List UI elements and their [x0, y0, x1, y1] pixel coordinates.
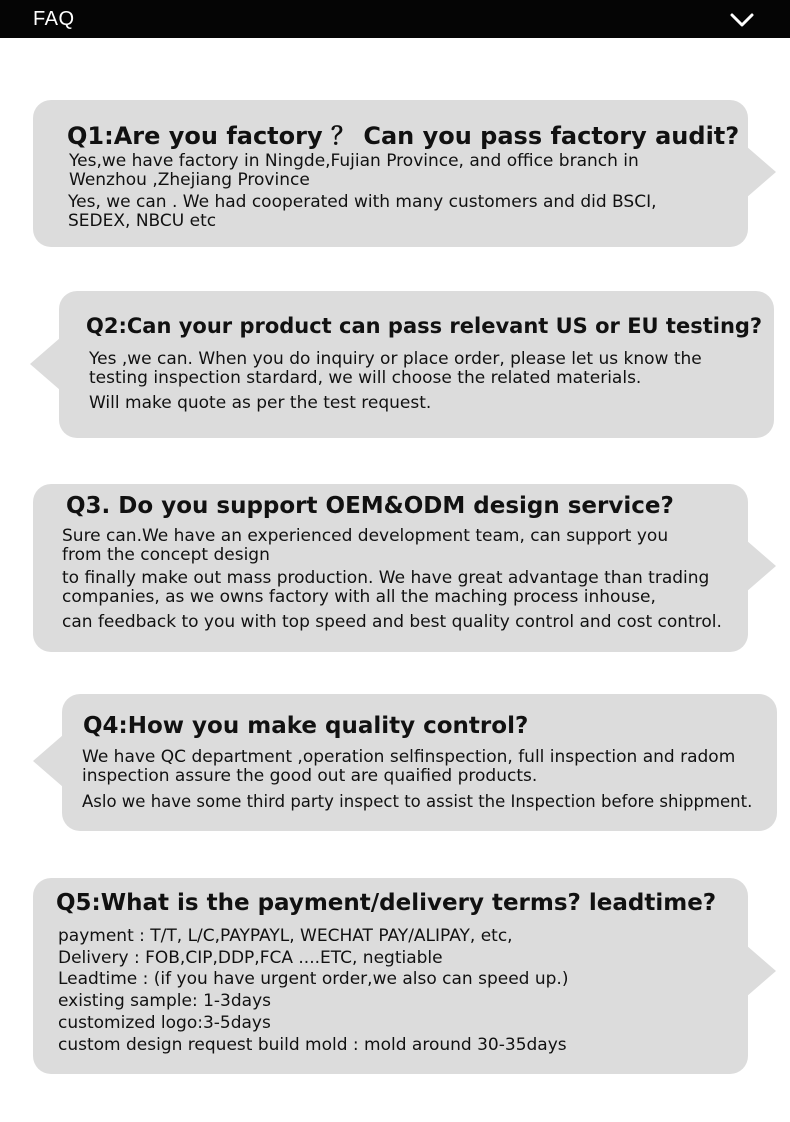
faq-answer-line: Yes ,we can. When you do inquiry or place order, please let us know the: [89, 349, 702, 369]
bubble-pointer: [30, 338, 60, 390]
chevron-down-icon[interactable]: [729, 11, 755, 29]
faq-answer-line: can feedback to you with top speed and best quality control and cost control.: [62, 612, 722, 632]
bubble-pointer: [33, 735, 63, 787]
faq-question-5: Q5:What is the payment/delivery terms? leadtime?: [56, 890, 717, 916]
faq-answer-line: to finally make out mass production. We have great advantage than trading: [62, 568, 710, 588]
faq-title: FAQ: [33, 8, 75, 30]
faq-answer-line: Yes, we can . We had cooperated with many customers and did BSCI,: [68, 192, 657, 212]
faq-answer-line: from the concept design: [62, 545, 270, 565]
faq-header[interactable]: [0, 0, 790, 38]
faq-answer-line: Will make quote as per the test request.: [89, 393, 432, 413]
faq-answer-line: Wenzhou ,Zhejiang Province: [69, 170, 310, 190]
faq-answer-line: testing inspection stardard, we will choose the related materials.: [89, 368, 642, 388]
faq-answer-line: Leadtime : (if you have urgent order,we also can speed up.): [58, 969, 569, 989]
faq-answer-line: existing sample: 1-3days: [58, 991, 271, 1011]
faq-answer-line: companies, as we owns factory with all the maching process inhouse,: [62, 587, 656, 607]
faq-answer-line: Aslo we have some third party inspect to assist the Inspection before shippment.: [82, 792, 753, 811]
faq-question-2: Q2:Can your product can pass relevant US or EU testing?: [86, 314, 763, 338]
bubble-pointer: [746, 146, 776, 198]
faq-question-4: Q4:How you make quality control?: [83, 713, 529, 739]
faq-answer-line: customized logo:3-5days: [58, 1013, 271, 1033]
faq-answer-line: payment : T/T, L/C,PAYPAYL, WECHAT PAY/ALIPAY, etc,: [58, 926, 513, 946]
faq-answer-line: Sure can.We have an experienced development team, can support you: [62, 526, 669, 546]
faq-question-1: Q1:Are you factory ？ Can you pass factory audit?: [67, 122, 740, 150]
faq-answer-line: Delivery : FOB,CIP,DDP,FCA ....ETC, negtiable: [58, 948, 443, 968]
bubble-pointer: [746, 945, 776, 997]
faq-answer-line: We have QC department ,operation selfinspection, full inspection and radom: [82, 747, 736, 767]
faq-question-3: Q3. Do you support OEM&ODM design service?: [66, 493, 674, 519]
faq-answer-line: custom design request build mold : mold around 30-35days: [58, 1035, 567, 1055]
bubble-pointer: [746, 540, 776, 592]
faq-answer-line: Yes,we have factory in Ningde,Fujian Province, and office branch in: [69, 151, 639, 171]
faq-answer-line: SEDEX, NBCU etc: [68, 211, 217, 231]
faq-answer-line: inspection assure the good out are quaified products.: [82, 766, 538, 786]
